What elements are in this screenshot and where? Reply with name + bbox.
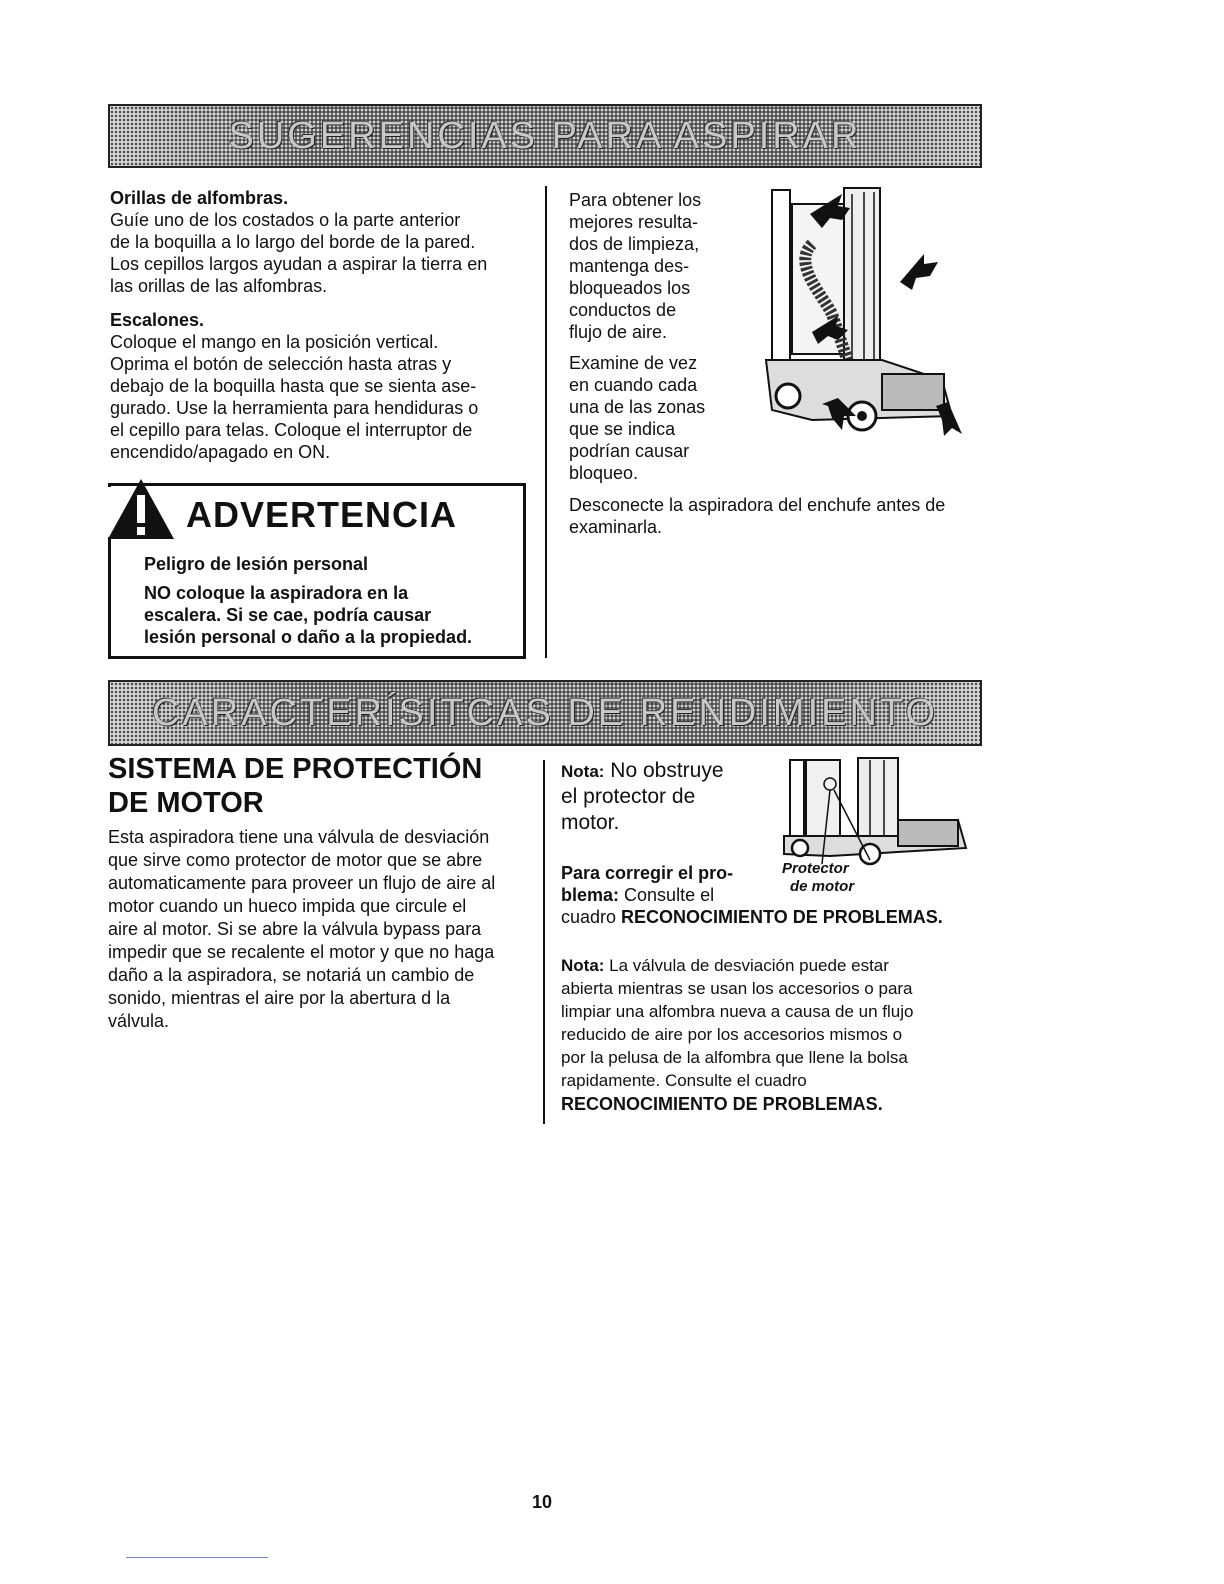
section-banner-performance bbox=[108, 680, 982, 746]
note-label: Nota: bbox=[561, 956, 605, 975]
column-divider bbox=[545, 186, 547, 658]
fix-line bbox=[561, 884, 714, 906]
examine-line: que se indica bbox=[569, 419, 676, 439]
stairs-line: Coloque el mango en la posición vertical. bbox=[110, 332, 439, 352]
airflow-tip-line: dos de limpieza, bbox=[569, 234, 700, 254]
note-valve-line bbox=[561, 955, 889, 977]
motor-protection-line: que sirve como protector de motor que se abre bbox=[108, 850, 483, 870]
note-text: No obstruye bbox=[610, 759, 724, 782]
note-valve-line: reducido de aire por los accesorios mismos o bbox=[561, 1025, 903, 1044]
warning-line: NO coloque la aspiradora en la bbox=[144, 583, 409, 603]
airflow-tip-line: flujo de aire. bbox=[569, 322, 668, 342]
motor-protection-heading: SISTEMA DE PROTECTIÓN bbox=[108, 753, 483, 785]
unplug-line: examinarla. bbox=[569, 517, 663, 537]
fix-label: Para corregir el pro- bbox=[561, 863, 734, 883]
fix-line bbox=[561, 906, 943, 928]
motor-protection-heading: DE MOTOR bbox=[108, 787, 264, 819]
examine-line: podrían causar bbox=[569, 441, 690, 461]
warning-subtitle: Peligro de lesión personal bbox=[144, 554, 369, 574]
note-obstruct-line: motor. bbox=[561, 811, 620, 834]
banner-title: SUGERENCIAS PARA ASPIRAR bbox=[228, 114, 862, 157]
carpet-edges-line: Guíe uno de los costados o la parte anterior bbox=[110, 210, 461, 230]
carpet-edges-heading: Orillas de alfombras. bbox=[110, 188, 289, 208]
note-label: Nota: bbox=[561, 762, 605, 781]
airflow-tip-line: mejores resulta- bbox=[569, 212, 699, 232]
note-obstruct-line: el protector de bbox=[561, 785, 696, 808]
page-number: 10 bbox=[532, 1492, 553, 1512]
note-text: La válvula de desviación puede estar bbox=[604, 956, 889, 975]
motor-protection-line: válvula. bbox=[108, 1011, 170, 1031]
note-valve-line: abierta mientras se usan los accesorios o para bbox=[561, 979, 913, 998]
stairs-line: el cepillo para telas. Coloque el interruptor de bbox=[110, 420, 473, 440]
motor-protection-line: Esta aspiradora tiene una válvula de desviación bbox=[108, 827, 490, 847]
motor-protection-line: motor cuando un hueco impida que circule el bbox=[108, 896, 467, 916]
section-banner-tips bbox=[108, 104, 982, 168]
examine-line: una de las zonas bbox=[569, 397, 706, 417]
figure-caption: Protector bbox=[782, 860, 849, 877]
warning-line: lesión personal o daño a la propiedad. bbox=[144, 627, 473, 647]
examine-line: en cuando cada bbox=[569, 375, 698, 395]
carpet-edges-line: Los cepillos largos ayudan a aspirar la tierra en bbox=[110, 254, 488, 274]
stairs-line: gurado. Use la herramienta para hendiduras o bbox=[110, 398, 479, 418]
airflow-tip-line: bloqueados los bbox=[569, 278, 691, 298]
stairs-line: encendido/apagado en ON. bbox=[110, 442, 331, 462]
stairs-heading: Escalones. bbox=[110, 310, 205, 330]
stairs-line: debajo de la boquilla hasta que se sienta ase- bbox=[110, 376, 477, 396]
fix-text: Consulte el bbox=[619, 885, 715, 905]
carpet-edges-line: de la boquilla a lo largo del borde de la pared. bbox=[110, 232, 476, 252]
footer-rule bbox=[126, 1557, 268, 1558]
motor-protector-illustration bbox=[770, 756, 970, 868]
motor-protection-line: sonido, mientras el aire por la abertura d la bbox=[108, 988, 451, 1008]
stairs-line: Oprima el botón de selección hasta atras y bbox=[110, 354, 452, 374]
motor-protection-line: aire al motor. Si se abre la válvula bypass para bbox=[108, 919, 482, 939]
note-valve-line: por la pelusa de la alfombra que llene la bolsa bbox=[561, 1048, 908, 1067]
column-divider bbox=[543, 760, 545, 1124]
warning-triangle-icon bbox=[106, 477, 176, 541]
fix-label: blema: bbox=[561, 885, 620, 905]
unplug-line: Desconecte la aspiradora del enchufe antes de bbox=[569, 495, 946, 515]
airflow-tip-line: mantenga des- bbox=[569, 256, 690, 276]
banner-title: CARACTERÍSITCAS DE RENDIMIENTO bbox=[151, 691, 939, 734]
motor-protection-line: impedir que se recalente el motor y que no haga bbox=[108, 942, 495, 962]
carpet-edges-line: las orillas de las alfombras. bbox=[110, 276, 328, 296]
motor-protection-line: daño a la aspiradora, se notariá un cambio de bbox=[108, 965, 475, 985]
airflow-tip-line: Para obtener los bbox=[569, 190, 702, 210]
note-obstruct-line bbox=[561, 758, 724, 784]
examine-line: bloqueo. bbox=[569, 463, 639, 483]
note-valve-line: rapidamente. Consulte el cuadro bbox=[561, 1071, 807, 1090]
vacuum-airflow-illustration bbox=[752, 184, 972, 440]
warning-title: ADVERTENCIA bbox=[186, 494, 458, 535]
figure-caption: de motor bbox=[790, 878, 855, 895]
warning-line: escalera. Si se cae, podría causar bbox=[144, 605, 432, 625]
problem-table-reference: RECONOCIMIENTO DE PROBLEMAS. bbox=[621, 907, 943, 927]
airflow-tip-line: conductos de bbox=[569, 300, 677, 320]
problem-table-reference: RECONOCIMIENTO DE PROBLEMAS. bbox=[561, 1094, 883, 1114]
fix-text: cuadro bbox=[561, 907, 622, 927]
note-valve-line: limpiar una alfombra nueva a causa de un flujo bbox=[561, 1002, 914, 1021]
examine-line: Examine de vez bbox=[569, 353, 698, 373]
motor-protection-line: automaticamente para proveer un flujo de aire al bbox=[108, 873, 496, 893]
